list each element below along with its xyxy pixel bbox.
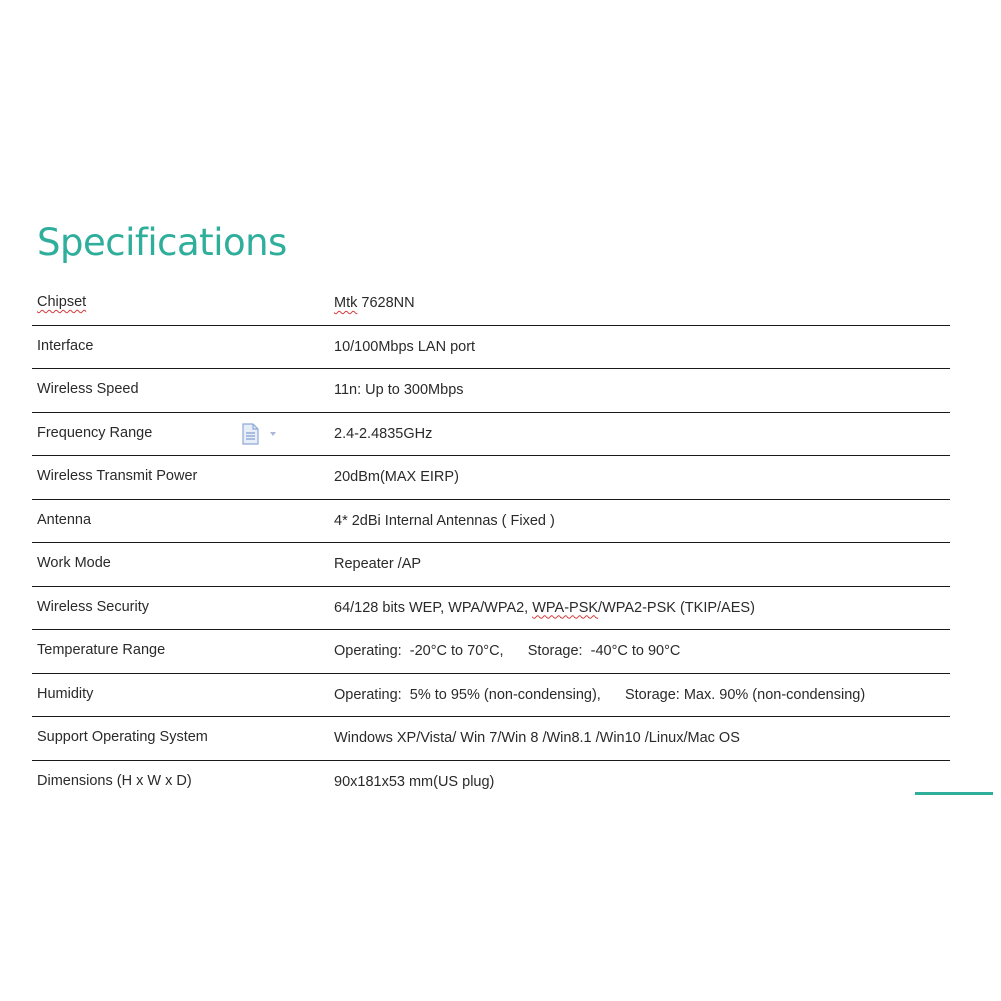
spec-value-start: 64/128 bits WEP, WPA/WPA2, (334, 599, 533, 616)
spec-label: Wireless Transmit Power (37, 468, 198, 484)
spec-value: Operating: 5% to 95% (non-condensing), Storage: Max. 90% (non-condensing) (334, 686, 866, 703)
spec-value: Windows XP/Vista/ Win 7/Win 8 /Win8.1 /Win10 /Linux/Mac OS (334, 730, 740, 746)
spec-label: Chipset (37, 294, 87, 310)
spec-row-humidity (32, 674, 950, 718)
spec-row-operating-system (32, 717, 950, 761)
spec-value (334, 295, 415, 311)
spec-value: 2.4-2.4835GHz (334, 425, 433, 442)
spec-label: Temperature Range (37, 642, 166, 658)
spec-row-dimensions (32, 761, 950, 805)
spec-label: Wireless Security (37, 598, 149, 615)
spec-row-wireless-speed (32, 369, 950, 413)
spec-value: 90x181x53 mm(US plug) (334, 773, 495, 790)
spec-value: 4* 2dBi Internal Antennas ( Fixed ) (334, 512, 555, 529)
spec-row-chipset (32, 282, 950, 326)
spec-label: Support Operating System (37, 729, 208, 745)
spec-label: Wireless Speed (37, 381, 139, 397)
spec-value: Operating: -20°C to 70°C, Storage: -40°C to 90°C (334, 643, 681, 659)
page-title: Specifications (37, 221, 287, 264)
spec-row-transmit-power (32, 456, 950, 500)
spec-row-wireless-security (32, 587, 950, 631)
spec-row-antenna (32, 500, 950, 544)
spec-label: Humidity (37, 685, 94, 702)
spec-label: Dimensions (H x W x D) (37, 772, 192, 789)
spelling-flagged-text: WPA-PSK (532, 599, 599, 616)
spec-table (32, 282, 950, 804)
spec-label: Interface (37, 337, 94, 354)
spec-row-frequency-range (32, 413, 950, 457)
spec-row-work-mode (32, 543, 950, 587)
spec-value: 11n: Up to 300Mbps (334, 382, 464, 398)
spec-row-temperature-range (32, 630, 950, 674)
spec-value-rest: /WPA2-PSK (TKIP/AES) (598, 599, 755, 616)
spec-value-rest: 7628NN (357, 295, 415, 311)
spelling-flagged-text: Mtk (334, 295, 358, 311)
spec-value: Repeater /AP (334, 556, 422, 572)
spec-value: 10/100Mbps LAN port (334, 338, 476, 355)
spec-label: Work Mode (37, 555, 111, 571)
document-dropdown-icon[interactable] (241, 422, 281, 446)
spec-label: Antenna (37, 511, 92, 528)
accent-divider (915, 792, 993, 795)
spec-label: Frequency Range (37, 424, 153, 441)
spec-value: 20dBm(MAX EIRP) (334, 469, 459, 485)
spec-row-interface (32, 326, 950, 370)
spec-value (334, 600, 755, 616)
